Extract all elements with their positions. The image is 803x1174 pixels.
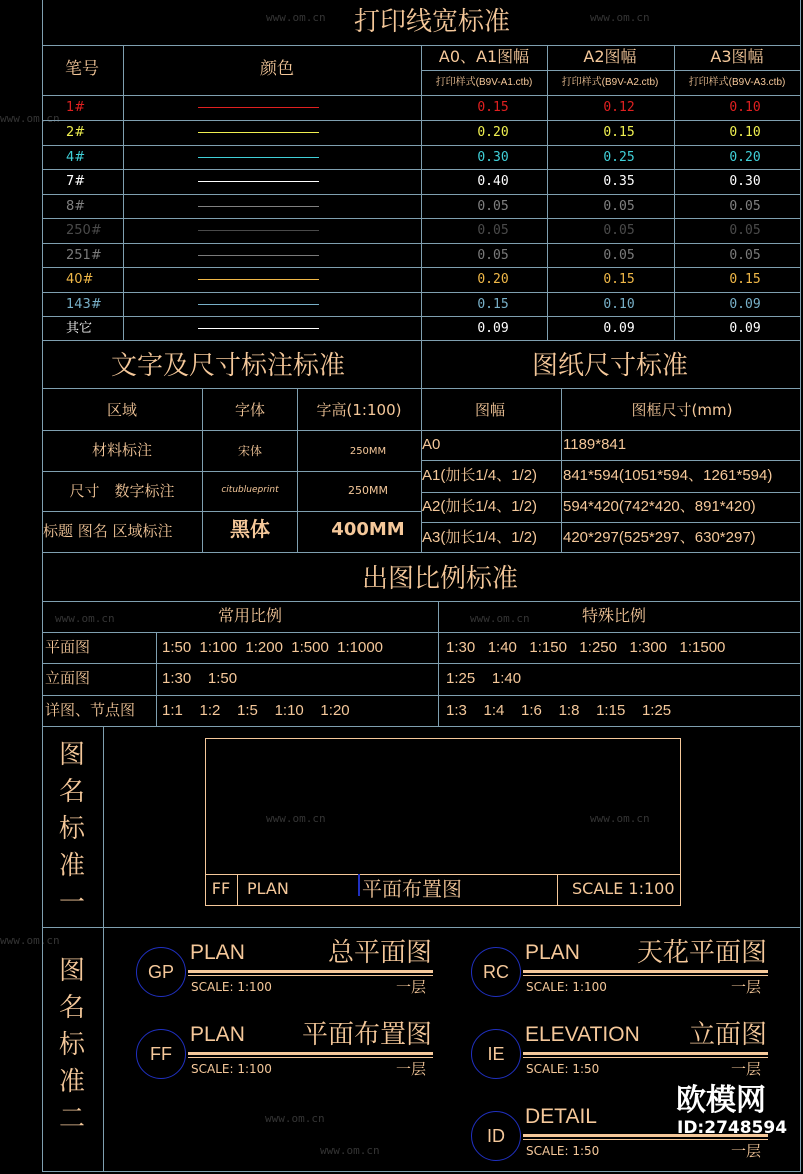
color-line-sample bbox=[198, 328, 319, 329]
header-style-a2: 打印样式(B9V-A2.ctb) bbox=[561, 77, 659, 88]
header-style-a3: 打印样式(B9V-A3.ctb) bbox=[688, 77, 786, 88]
title-underline-thin bbox=[188, 975, 433, 976]
frame-size: 841*594(1051*594、1261*594) bbox=[563, 467, 773, 484]
grid-line bbox=[42, 511, 421, 512]
watermark-brand: 欧模网 bbox=[676, 1083, 766, 1118]
color-line-sample bbox=[198, 206, 319, 207]
font-hei: 黑体 bbox=[230, 517, 270, 541]
header-area: 区域 bbox=[106, 401, 138, 419]
title-underline-thin bbox=[523, 975, 768, 976]
grid-line bbox=[103, 726, 104, 1171]
grid-line bbox=[42, 726, 800, 727]
grid-line bbox=[421, 552, 800, 553]
grid-line bbox=[421, 492, 800, 493]
width-a0a1: 0.15 bbox=[477, 297, 509, 312]
pen-number: 40# bbox=[66, 272, 94, 287]
grid-line bbox=[547, 45, 548, 340]
callout-circle: RC bbox=[471, 947, 521, 997]
width-a0a1: 0.05 bbox=[477, 223, 509, 238]
header-color: 颜色 bbox=[260, 59, 294, 79]
callout-circle: IE bbox=[471, 1029, 521, 1079]
header-a2: A2图幅 bbox=[583, 47, 637, 66]
pen-number: 1# bbox=[66, 100, 86, 115]
width-a3: 0.05 bbox=[729, 199, 761, 214]
width-a2: 0.15 bbox=[603, 125, 635, 140]
width-a2: 0.35 bbox=[603, 174, 635, 189]
lineweight-title: 打印线宽标准 bbox=[353, 7, 511, 37]
vertical-label-char: 二 bbox=[58, 1104, 86, 1134]
title-underline bbox=[188, 970, 433, 973]
width-a0a1: 0.05 bbox=[477, 199, 509, 214]
header-frame-size: 图框尺寸(mm) bbox=[631, 401, 733, 419]
frame-size: 420*297(525*297、630*297) bbox=[563, 529, 756, 546]
floor-label: 一层 bbox=[396, 978, 427, 996]
width-a0a1: 0.30 bbox=[477, 150, 509, 165]
floor-label: 一层 bbox=[731, 978, 762, 996]
watermark-site: www.om.cn bbox=[265, 1112, 325, 1125]
width-a0a1: 0.40 bbox=[477, 174, 509, 189]
paper-size-title: 图纸尺寸标准 bbox=[531, 351, 689, 381]
grid-line bbox=[42, 0, 43, 1172]
grid-line bbox=[123, 45, 124, 340]
frame-size: 1189*841 bbox=[563, 436, 627, 453]
pen-number: 251# bbox=[66, 248, 102, 263]
vertical-label-char: 一 bbox=[58, 888, 86, 918]
color-line-sample bbox=[198, 255, 319, 256]
title-underline bbox=[188, 1052, 433, 1055]
grid-line bbox=[674, 45, 675, 340]
drawing-scale: SCALE: 1:50 bbox=[526, 1144, 600, 1158]
grid-line bbox=[297, 388, 298, 552]
watermark-site: www.om.cn bbox=[470, 612, 530, 625]
vertical-label-char: 标 bbox=[58, 1030, 86, 1060]
width-a3: 0.30 bbox=[729, 174, 761, 189]
height-250b: 250MM bbox=[348, 484, 388, 497]
watermark-site: www.om.cn bbox=[266, 812, 326, 825]
width-a2: 0.12 bbox=[603, 100, 635, 115]
drawing-name: 立面图 bbox=[688, 1020, 767, 1050]
title-plan: PLAN bbox=[247, 879, 289, 898]
sheet-size: A2(加长1/4、1/2) bbox=[422, 498, 538, 515]
watermark-site: www.om.cn bbox=[55, 612, 115, 625]
width-a0a1: 0.20 bbox=[477, 272, 509, 287]
header-common-scale: 常用比例 bbox=[217, 606, 283, 625]
drawing-scale: SCALE: 1:100 bbox=[191, 1062, 272, 1076]
special-scales: 1:3 1:4 1:6 1:8 1:15 1:25 bbox=[446, 702, 672, 719]
header-special-scale: 特殊比例 bbox=[581, 606, 647, 625]
title-scale: SCALE 1:100 bbox=[572, 879, 675, 898]
pen-number: 其它 bbox=[66, 321, 93, 336]
grid-line bbox=[421, 522, 800, 523]
color-line-sample bbox=[198, 157, 319, 158]
watermark-site: www.om.cn bbox=[590, 11, 650, 24]
text-standard-title: 文字及尺寸标注标准 bbox=[110, 351, 346, 381]
callout-circle: FF bbox=[136, 1029, 186, 1079]
font-citublueprint: citublueprint bbox=[221, 485, 279, 495]
width-a2: 0.09 bbox=[603, 321, 635, 336]
drawing-type: DETAIL bbox=[525, 1105, 597, 1128]
width-a0a1: 0.20 bbox=[477, 125, 509, 140]
common-scales: 1:30 1:50 bbox=[162, 670, 238, 687]
width-a3: 0.09 bbox=[729, 297, 761, 312]
drawing-scale: SCALE: 1:100 bbox=[191, 980, 272, 994]
vertical-label-char: 准 bbox=[58, 851, 86, 881]
drawing-scale: SCALE: 1:50 bbox=[526, 1062, 600, 1076]
header-pen: 笔号 bbox=[65, 59, 99, 79]
callout-circle: ID bbox=[471, 1111, 521, 1161]
special-scales: 1:25 1:40 bbox=[446, 670, 522, 687]
grid-line bbox=[202, 388, 203, 552]
watermark-site: www.om.cn bbox=[590, 812, 650, 825]
floor-label: 一层 bbox=[731, 1060, 762, 1078]
drawing-name: 总平面图 bbox=[327, 938, 432, 968]
pen-number: 7# bbox=[66, 174, 86, 189]
pen-number: 8# bbox=[66, 199, 86, 214]
cursor-mark bbox=[358, 874, 360, 896]
watermark-site: www.om.cn bbox=[0, 934, 60, 947]
grid-line bbox=[421, 430, 800, 431]
scale-row-label: 立面图 bbox=[45, 669, 91, 687]
floor-label: 一层 bbox=[396, 1060, 427, 1078]
width-a2: 0.05 bbox=[603, 199, 635, 214]
header-height: 字高(1:100) bbox=[316, 401, 402, 419]
title-code: FF bbox=[211, 879, 231, 898]
width-a2: 0.05 bbox=[603, 248, 635, 263]
sheet-size: A3(加长1/4、1/2) bbox=[422, 529, 538, 546]
color-line-sample bbox=[198, 132, 319, 133]
vertical-label-char: 图 bbox=[58, 740, 86, 770]
width-a0a1: 0.05 bbox=[477, 248, 509, 263]
title-underline-thin bbox=[188, 1057, 433, 1058]
font-song: 宋体 bbox=[237, 444, 263, 458]
common-scales: 1:50 1:100 1:200 1:500 1:1000 bbox=[162, 639, 384, 656]
grid-line bbox=[42, 430, 421, 431]
common-scales: 1:1 1:2 1:5 1:10 1:20 bbox=[162, 702, 350, 719]
watermark-site: www.om.cn bbox=[266, 11, 326, 24]
watermark-site: www.om.cn bbox=[0, 112, 60, 125]
vertical-label-char: 准 bbox=[58, 1067, 86, 1097]
width-a3: 0.15 bbox=[729, 272, 761, 287]
pen-number: 2# bbox=[66, 125, 86, 140]
floor-label: 一层 bbox=[731, 1142, 762, 1160]
grid-line bbox=[42, 471, 421, 472]
pen-number: 143# bbox=[66, 297, 102, 312]
drawing-type: ELEVATION bbox=[525, 1023, 640, 1046]
grid-line bbox=[421, 460, 800, 461]
width-a0a1: 0.15 bbox=[477, 100, 509, 115]
drawing-scale: SCALE: 1:100 bbox=[526, 980, 607, 994]
width-a2: 0.10 bbox=[603, 297, 635, 312]
drawing-name: 平面布置图 bbox=[301, 1020, 432, 1050]
header-sheet: 图幅 bbox=[474, 401, 506, 419]
title-underline bbox=[523, 1052, 768, 1055]
sheet-size: A0 bbox=[422, 436, 441, 453]
title-underline-thin bbox=[523, 1139, 768, 1140]
watermark-site: www.om.cn bbox=[320, 1144, 380, 1157]
grid-line bbox=[42, 601, 800, 602]
width-a3: 0.10 bbox=[729, 125, 761, 140]
color-line-sample bbox=[198, 107, 319, 108]
header-style-a1: 打印样式(B9V-A1.ctb) bbox=[435, 77, 533, 88]
grid-line bbox=[421, 70, 800, 71]
grid-line bbox=[800, 0, 801, 1172]
width-a3: 0.05 bbox=[729, 248, 761, 263]
width-a3: 0.05 bbox=[729, 223, 761, 238]
color-line-sample bbox=[198, 304, 319, 305]
pen-number: 4# bbox=[66, 150, 86, 165]
scale-title: 出图比例标准 bbox=[361, 564, 519, 594]
grid-line bbox=[438, 601, 439, 726]
scale-row-label: 详图、节点图 bbox=[45, 701, 136, 719]
title-name: 平面布置图 bbox=[362, 877, 462, 901]
height-250: 250MM bbox=[349, 446, 387, 457]
vertical-label-char: 标 bbox=[58, 814, 86, 844]
area-title: 标题 图名 区域标注 bbox=[43, 522, 173, 540]
grid-line bbox=[421, 45, 422, 340]
scale-row-label: 平面图 bbox=[45, 638, 91, 656]
frame-size: 594*420(742*420、891*420) bbox=[563, 498, 756, 515]
width-a3: 0.20 bbox=[729, 150, 761, 165]
vertical-label-char: 图 bbox=[58, 956, 86, 986]
divider bbox=[237, 874, 238, 906]
title-underline-thin bbox=[523, 1057, 768, 1058]
grid-line bbox=[42, 927, 800, 928]
drawing-type: PLAN bbox=[190, 941, 245, 964]
drawing-name: 天花平面图 bbox=[636, 938, 767, 968]
color-line-sample bbox=[198, 230, 319, 231]
grid-line bbox=[42, 1171, 800, 1172]
pen-number: 250# bbox=[66, 223, 102, 238]
drawing-type: PLAN bbox=[190, 1023, 245, 1046]
header-a0a1: A0、A1图幅 bbox=[438, 47, 530, 66]
width-a2: 0.15 bbox=[603, 272, 635, 287]
width-a3: 0.09 bbox=[729, 321, 761, 336]
area-dimension: 尺寸 数字标注 bbox=[69, 482, 175, 500]
grid-line bbox=[156, 632, 157, 726]
height-400: 400MM bbox=[331, 519, 405, 540]
title-block-divider bbox=[205, 874, 681, 875]
width-a3: 0.10 bbox=[729, 100, 761, 115]
drawing-type: PLAN bbox=[525, 941, 580, 964]
grid-line bbox=[561, 388, 562, 552]
width-a2: 0.25 bbox=[603, 150, 635, 165]
width-a0a1: 0.09 bbox=[477, 321, 509, 336]
divider bbox=[557, 874, 558, 906]
grid-line bbox=[42, 552, 421, 553]
callout-circle: GP bbox=[136, 947, 186, 997]
color-line-sample bbox=[198, 181, 319, 182]
watermark-id: ID:2748594 bbox=[677, 1118, 788, 1138]
sheet-size: A1(加长1/4、1/2) bbox=[422, 467, 538, 484]
special-scales: 1:30 1:40 1:150 1:250 1:300 1:1500 bbox=[446, 639, 726, 656]
vertical-label-char: 名 bbox=[58, 777, 86, 807]
width-a2: 0.05 bbox=[603, 223, 635, 238]
area-material: 材料标注 bbox=[91, 441, 152, 459]
vertical-label-char: 名 bbox=[58, 993, 86, 1023]
color-line-sample bbox=[198, 279, 319, 280]
title-underline bbox=[523, 970, 768, 973]
header-a3: A3图幅 bbox=[710, 47, 764, 66]
header-font: 字体 bbox=[234, 401, 266, 419]
